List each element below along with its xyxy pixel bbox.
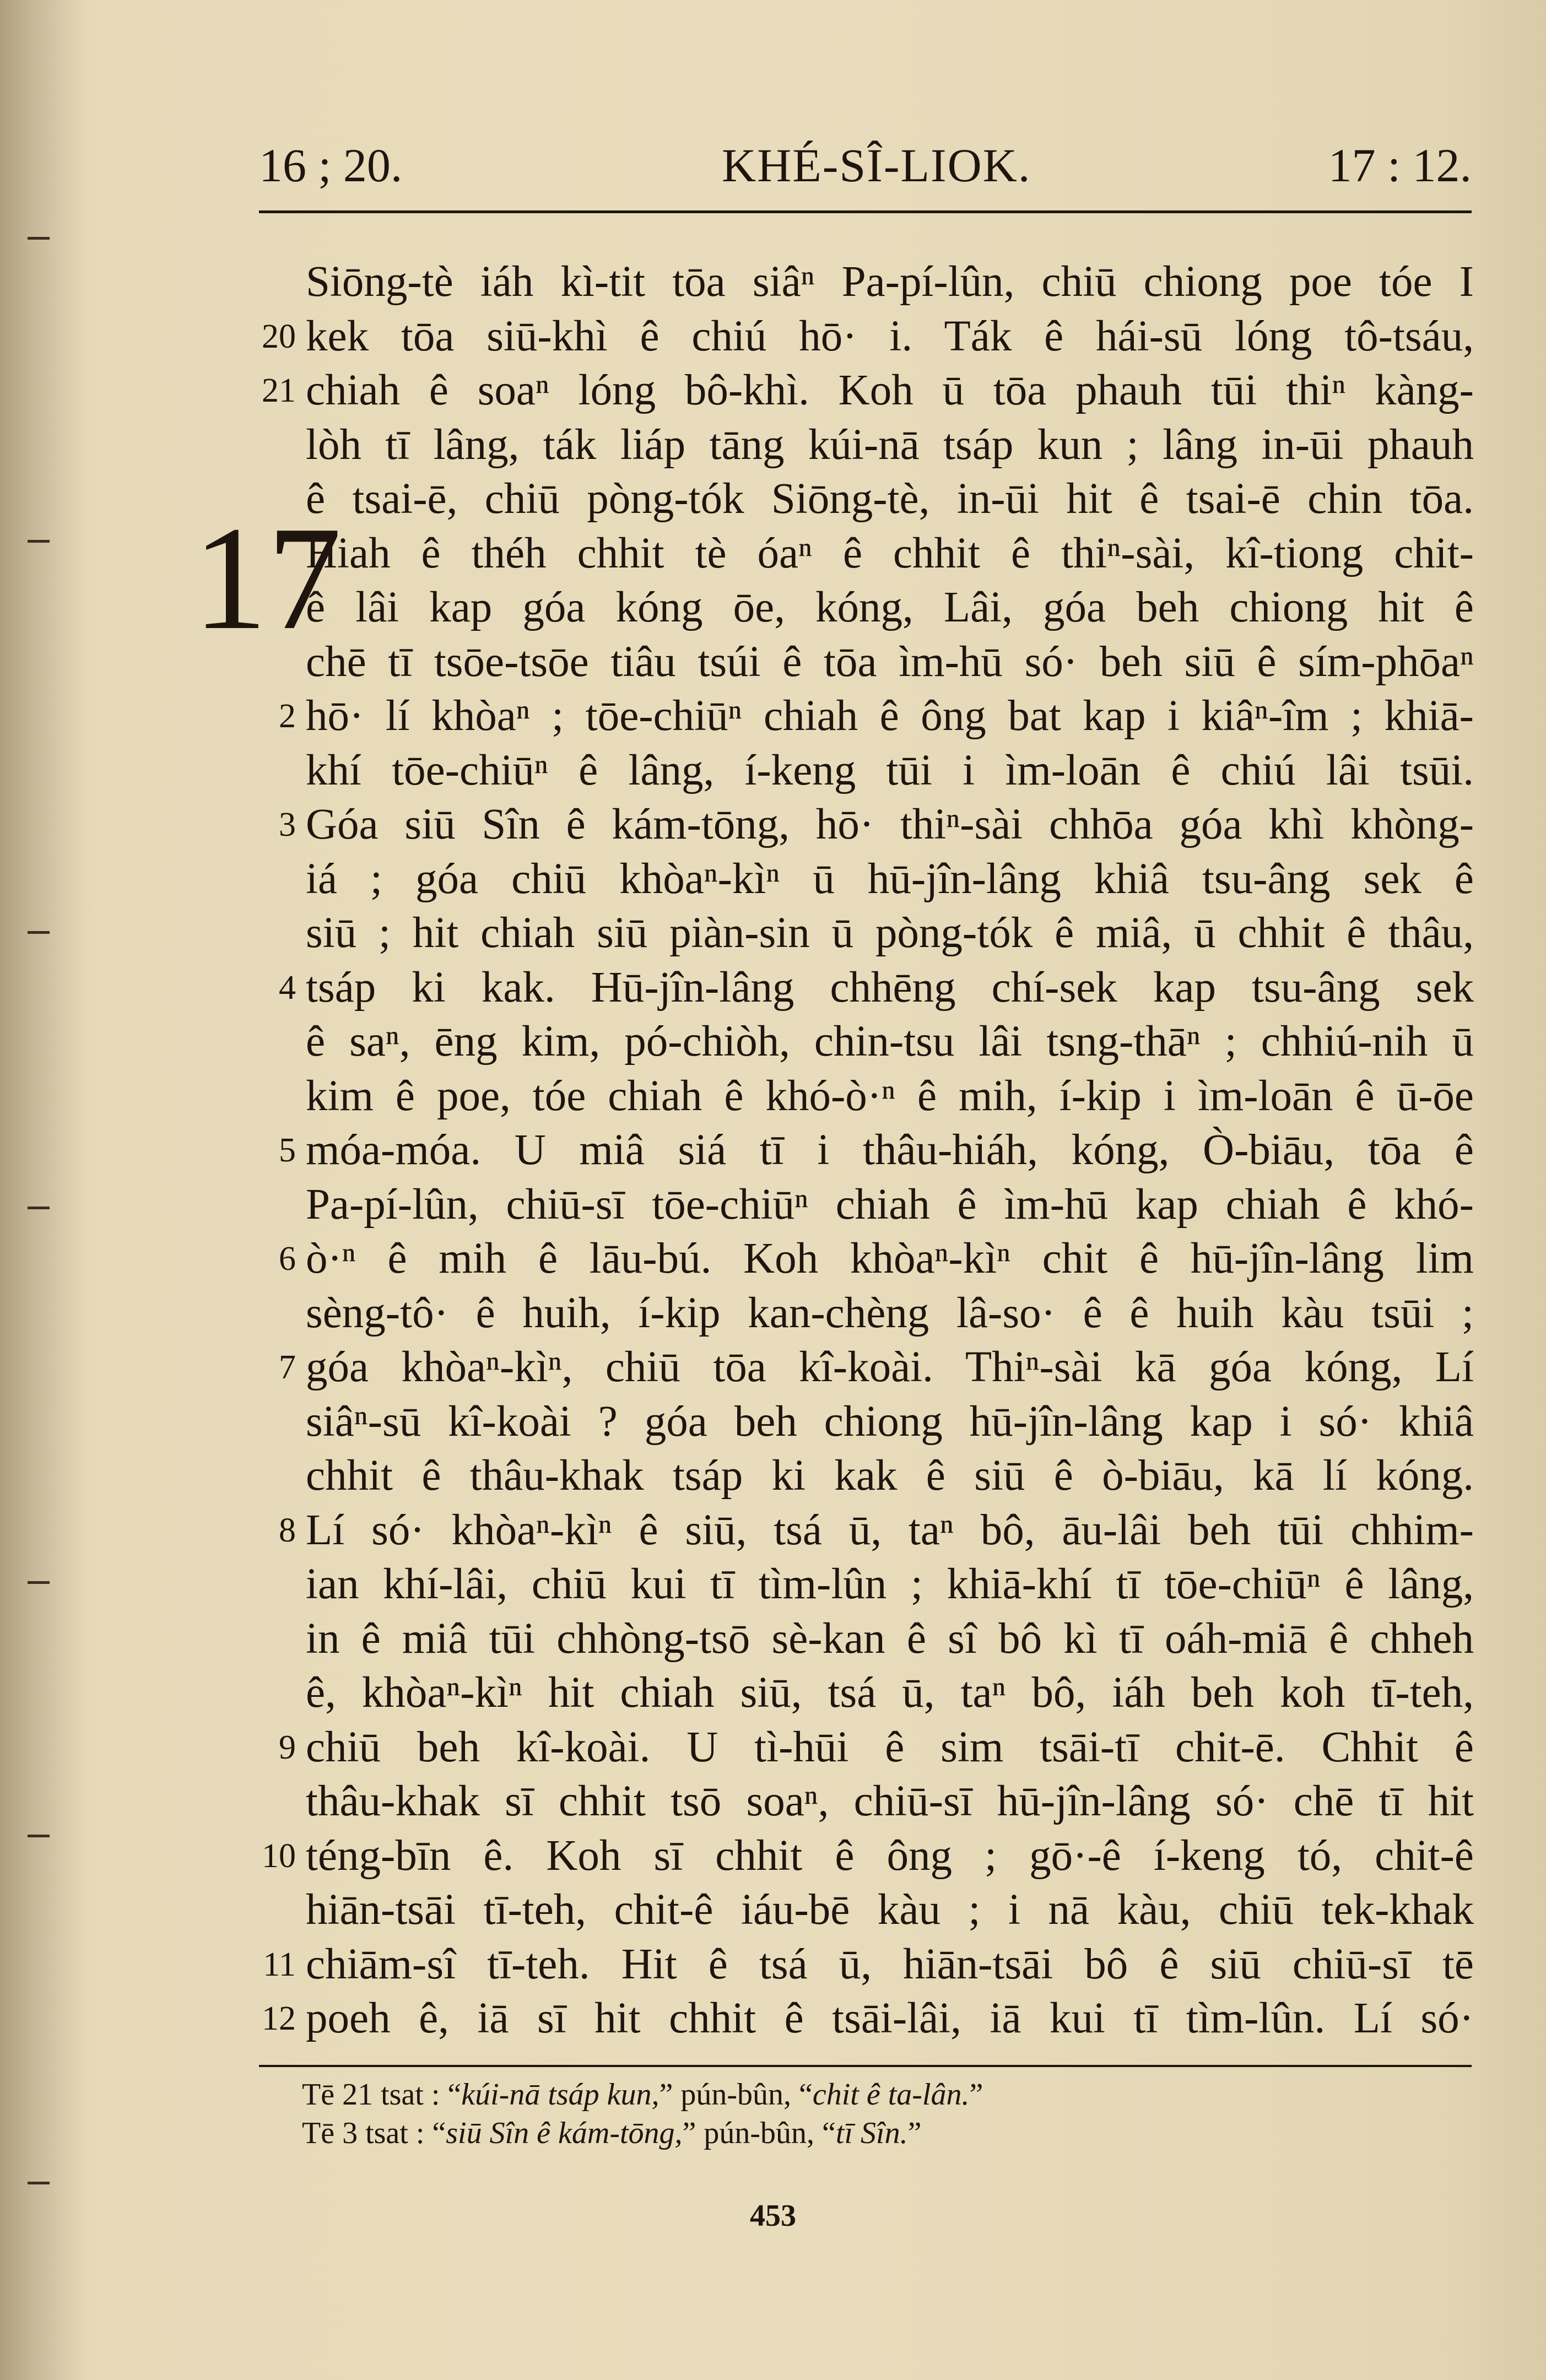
- footnote-quote: kúi-nā tsáp kun,: [461, 2078, 660, 2112]
- text-line: [262, 310, 1474, 364]
- line-text: téng-bīn ê. Koh sī chhit ê ông ; gō·-ê í-keng tó, chit-ê: [306, 1831, 1474, 1880]
- line-text: ê lâi kap góa kóng ōe, kóng, Lâi, góa beh chiong hit ê: [306, 583, 1474, 631]
- line-text: Pa-pí-lûn, chiū-sī tōe-chiūⁿ chiah ê ìm-hū kap chiah ê khó-: [306, 1180, 1474, 1229]
- line-text: in ê miâ tūi chhòng-tsō sè-kan ê sî bô kì tī oáh-miā ê chheh: [306, 1614, 1474, 1663]
- line-text: ò·ⁿ ê mih ê lāu-bú. Koh khòaⁿ-kìⁿ chit ê hū-jîn-lâng lim: [306, 1235, 1474, 1283]
- binding-mark: [28, 1835, 50, 1837]
- text-line: [279, 1721, 1474, 1775]
- text-line: [306, 906, 1474, 961]
- text-line: [279, 1503, 1474, 1558]
- verse-number: 12: [262, 2000, 296, 2037]
- line-text: siâⁿ-sū kî-koài ? góa beh chiong hū-jîn-lâng kap i só· khiâ: [306, 1397, 1474, 1446]
- text-line: [306, 472, 1474, 527]
- text-line: [306, 1395, 1474, 1449]
- line-text: ian khí-lâi, chiū kui tī tìm-lûn ; khiā-khí tī tōe-chiūⁿ ê lâng,: [306, 1560, 1474, 1608]
- text-line: [262, 364, 1474, 418]
- line-text: móa-móa. U miâ siá tī i thâu-hiáh, kóng, Ò-biāu, tōa ê: [306, 1126, 1474, 1174]
- line-text: hiān-tsāi tī-teh, chit-ê iáu-bē kàu ; i nā kàu, chiū tek-khak: [306, 1886, 1474, 1934]
- verse-number: 5: [279, 1132, 296, 1169]
- line-text: iá ; góa chiū khòaⁿ-kìⁿ ū hū-jîn-lâng khiâ tsu-âng sek ê: [306, 854, 1474, 903]
- verse-number: 20: [262, 317, 296, 355]
- binding-mark: [28, 931, 50, 934]
- text-line: [279, 1123, 1474, 1178]
- footnote-alternate: tī Sîn.: [835, 2116, 908, 2150]
- text-line: [306, 852, 1474, 907]
- text-line: [306, 744, 1474, 798]
- footnote: [302, 2117, 921, 2150]
- footnote-quote: siū Sîn ê kám-tōng,: [446, 2116, 683, 2150]
- footnote-prefix: Tē 21 tsat : “: [302, 2078, 462, 2112]
- text-line: [279, 689, 1474, 744]
- line-text: tsáp ki kak. Hū-jîn-lâng chhēng chí-sek kap tsu-âng sek: [306, 963, 1474, 1012]
- verse-number: 10: [262, 1837, 296, 1875]
- line-text: ê tsai-ē, chiū pòng-tók Siōng-tè, in-ūi hit ê tsai-ē chin tōa.: [306, 475, 1474, 523]
- footnote-alternate: chit ê ta-lân.: [812, 2078, 970, 2112]
- header-book-title: KHÉ-SÎ-LIOK.: [722, 139, 1031, 192]
- verse-number: 21: [262, 372, 296, 409]
- line-text: kek tōa siū-khì ê chiú hō· i. Ták ê hái-sū lóng tô-tsáu,: [306, 312, 1474, 360]
- line-text: Hiah ê théh chhit tè óaⁿ ê chhit ê thiⁿ-sài, kî-tiong chit-: [306, 529, 1474, 577]
- binding-mark: [28, 1581, 50, 1584]
- verse-number: 2: [279, 697, 296, 735]
- page-number: 453: [750, 2199, 796, 2233]
- binding-mark: [28, 2182, 50, 2184]
- verse-number: 7: [279, 1349, 296, 1386]
- footnote-suffix: ”: [907, 2116, 922, 2150]
- text-line: [306, 1015, 1474, 1069]
- line-text: khí tōe-chiūⁿ ê lâng, í-keng tūi i ìm-loān ê chiú lâi tsūi.: [306, 746, 1474, 794]
- line-text: sèng-tô· ê huih, í-kip kan-chèng lâ-so· ê ê huih kàu tsūi ;: [306, 1289, 1474, 1337]
- verse-number: 8: [279, 1511, 296, 1549]
- header-right-reference: 17 : 12.: [1328, 139, 1472, 192]
- verse-number: 9: [279, 1728, 296, 1766]
- footnote: [302, 2078, 983, 2111]
- line-text: Lí só· khòaⁿ-kìⁿ ê siū, tsá ū, taⁿ bô, āu-lâi beh tūi chhim-: [306, 1506, 1474, 1554]
- line-text: chhit ê thâu-khak tsáp ki kak ê siū ê ò-biāu, kā lí kóng.: [306, 1452, 1474, 1500]
- verse-number: 4: [279, 969, 296, 1007]
- header-left-reference: 16 ; 20.: [259, 139, 403, 192]
- text-line: [306, 1069, 1474, 1124]
- gutter-shadow: [0, 0, 83, 2380]
- footnote-middle: ” pún-bûn, “: [682, 2116, 836, 2150]
- text-line: [262, 1992, 1474, 2046]
- text-line: [306, 1612, 1474, 1667]
- line-text: chiah ê soaⁿ lóng bô-khì. Koh ū tōa phauh tūi thiⁿ kàng-: [306, 366, 1474, 414]
- footnote-suffix: ”: [969, 2078, 983, 2112]
- line-text: poeh ê, iā sī hit chhit ê tsāi-lâi, iā kui tī tìm-lûn. Lí só·: [306, 1994, 1474, 2042]
- text-line: [306, 255, 1474, 310]
- binding-mark: [28, 237, 50, 240]
- line-text: góa khòaⁿ-kìⁿ, chiū tōa kî-koài. Thiⁿ-sài kā góa kóng, Lí: [306, 1343, 1474, 1391]
- text-line: [306, 581, 1474, 635]
- verse-number: 6: [279, 1240, 296, 1278]
- line-text: Góa siū Sîn ê kám-tōng, hō· thiⁿ-sài chhōa góa khì khòng-: [306, 800, 1474, 848]
- text-line: [306, 1178, 1474, 1232]
- line-text: siū ; hit chiah siū piàn-sin ū pòng-tók ê miâ, ū chhit ê thâu,: [306, 909, 1474, 957]
- line-text: ê, khòaⁿ-kìⁿ hit chiah siū, tsá ū, taⁿ bô, iáh beh koh tī-teh,: [306, 1669, 1474, 1717]
- text-line: [279, 1232, 1474, 1286]
- header-rule: [259, 210, 1472, 213]
- text-line: [306, 1883, 1474, 1938]
- text-line: [306, 1449, 1474, 1503]
- text-line: [279, 798, 1474, 852]
- footnote-prefix: Tē 3 tsat : “: [302, 2116, 446, 2150]
- verse-number: 3: [279, 806, 296, 843]
- text-line: [263, 1938, 1474, 1992]
- text-line: [306, 1557, 1474, 1612]
- text-line: [306, 1666, 1474, 1721]
- text-line: [306, 527, 1474, 581]
- line-text: chē tī tsōe-tsōe tiâu tsúi ê tōa ìm-hū só· beh siū ê sím-phōaⁿ: [306, 637, 1474, 686]
- binding-mark: [28, 1207, 50, 1209]
- line-text: ê saⁿ, ēng kim, pó-chiòh, chin-tsu lâi tsng-thāⁿ ; chhiú-nih ū: [306, 1018, 1474, 1065]
- text-line: [279, 1340, 1474, 1395]
- footnote-middle: ” pún-bûn, “: [659, 2078, 813, 2112]
- line-text: Siōng-tè iáh kì-tit tōa siâⁿ Pa-pí-lûn, chiū chiong poe tóe I: [306, 258, 1474, 306]
- text-line: [262, 1829, 1474, 1884]
- running-header: [0, 138, 1546, 198]
- text-line: [306, 418, 1474, 473]
- verse-number: 11: [263, 1945, 296, 1983]
- text-line: [279, 961, 1474, 1015]
- chapter-number: 17: [193, 496, 342, 661]
- text-line: [306, 1286, 1474, 1341]
- footnote-rule: [259, 2065, 1472, 2067]
- line-text: kim ê poe, tóe chiah ê khó-ò·ⁿ ê mih, í-kip i ìm-loān ê ū-ōe: [306, 1072, 1474, 1120]
- binding-mark: [28, 540, 50, 543]
- line-text: lòh tī lâng, ták liáp tāng kúi-nā tsáp kun ; lâng in-ūi phauh: [306, 420, 1474, 469]
- line-text: hō· lí khòaⁿ ; tōe-chiūⁿ chiah ê ông bat kap i kiâⁿ-îm ; khiā-: [306, 692, 1474, 740]
- line-text: thâu-khak sī chhit tsō soaⁿ, chiū-sī hū-jîn-lâng só· chē tī hit: [306, 1777, 1474, 1825]
- text-line: [306, 635, 1474, 690]
- text-line: [306, 1775, 1474, 1829]
- line-text: chiām-sî tī-teh. Hit ê tsá ū, hiān-tsāi bô ê siū chiū-sī tē: [306, 1940, 1474, 1988]
- line-text: chiū beh kî-koài. U tì-hūi ê sim tsāi-tī chit-ē. Chhit ê: [306, 1723, 1474, 1771]
